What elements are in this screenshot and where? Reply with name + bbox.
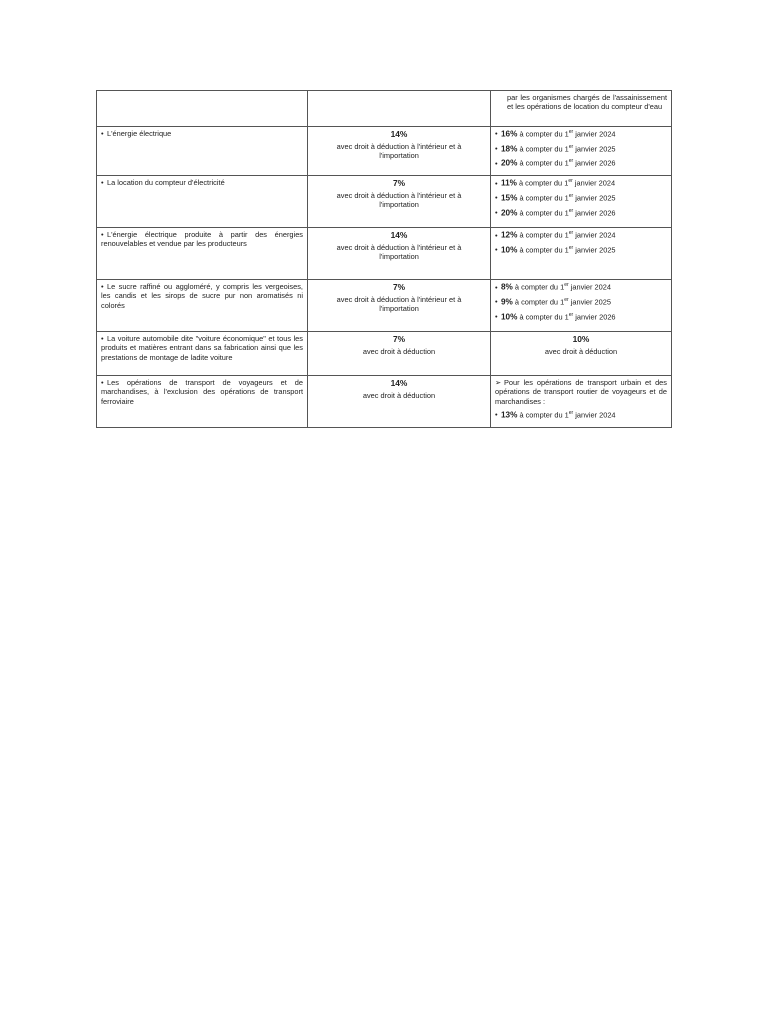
schedule-cell xyxy=(491,376,672,427)
current-rate: 14% xyxy=(390,129,408,139)
bullet-icon: • xyxy=(495,208,498,218)
current-rate: 7% xyxy=(392,282,406,293)
scheduled-rate: 11% xyxy=(501,178,517,188)
ordinal-suffix: er xyxy=(568,178,573,185)
schedule-text: à compter du 1 xyxy=(519,312,569,322)
scheduled-rate: 10% xyxy=(501,312,518,322)
schedule-text: à compter du 1 xyxy=(514,297,565,307)
schedule-cell xyxy=(491,176,672,228)
rate-schedule-list xyxy=(495,178,667,218)
rate-schedule-list xyxy=(495,230,667,255)
schedule-date: janvier 2024 xyxy=(575,230,616,240)
rate-cell xyxy=(308,280,491,332)
bullet-icon: • xyxy=(495,193,498,203)
list-item xyxy=(495,208,667,219)
schedule-text: à compter du 1 xyxy=(519,178,569,188)
current-rate: 7% xyxy=(392,178,406,189)
continued-text: par les organismes chargés de l'assainissement et les opérations de location du compteur d'eau xyxy=(507,93,667,112)
bullet-icon: • xyxy=(101,178,104,188)
list-item xyxy=(495,312,667,323)
schedule-text: à compter du 1 xyxy=(519,193,569,203)
list-item xyxy=(495,245,667,256)
schedule-date: janvier 2024 xyxy=(575,129,616,139)
schedule-date: janvier 2025 xyxy=(575,245,616,255)
table-row xyxy=(97,332,672,376)
product-label: La location du compteur d'électricité xyxy=(107,178,225,188)
schedule-date: janvier 2025 xyxy=(575,144,616,154)
ordinal-suffix: er xyxy=(564,296,569,303)
schedule-date: janvier 2026 xyxy=(575,312,616,322)
ordinal-suffix: er xyxy=(568,143,574,150)
rate-cell xyxy=(308,332,491,376)
table-row xyxy=(97,376,672,427)
schedule-text: à compter du 1 xyxy=(519,208,569,218)
bullet-icon: • xyxy=(495,245,498,255)
table-row xyxy=(97,91,672,127)
product-label: L'énergie électrique xyxy=(107,129,172,138)
transport-note-text: Pour les opérations de transport urbain et des opérations de transport routier de voyageurs et de marchandises : xyxy=(495,378,667,406)
schedule-cell xyxy=(491,91,672,127)
list-item xyxy=(495,144,667,155)
product-cell xyxy=(97,280,308,332)
product-cell xyxy=(97,376,308,427)
scheduled-rate: 20% xyxy=(501,208,518,218)
scheduled-rate: 9% xyxy=(501,297,513,307)
schedule-text: à compter du 1 xyxy=(514,282,565,292)
scheduled-rate: 12% xyxy=(501,230,518,240)
schedule-cell xyxy=(491,332,672,376)
product-cell xyxy=(97,228,308,280)
ordinal-suffix: er xyxy=(568,409,574,416)
current-rate: 14% xyxy=(390,378,408,389)
product-cell xyxy=(97,91,308,127)
bullet-icon: • xyxy=(495,230,498,240)
bullet-icon: • xyxy=(101,334,104,344)
rate-condition: avec droit à déduction xyxy=(362,346,436,356)
schedule-text: à compter du 1 xyxy=(519,245,569,255)
bullet-icon: • xyxy=(495,158,498,168)
schedule-date: janvier 2025 xyxy=(575,193,616,203)
list-item xyxy=(495,193,667,204)
rate-condition: avec droit à déduction à l'intérieur et à l'importation xyxy=(336,294,462,313)
bullet-icon: • xyxy=(101,282,104,292)
ordinal-suffix: er xyxy=(568,230,574,237)
bullet-icon: • xyxy=(101,378,104,388)
bullet-icon: • xyxy=(495,178,498,188)
schedule-text: à compter du 1 xyxy=(519,230,569,240)
schedule-date: janvier 2024 xyxy=(574,178,616,188)
current-rate: 14% xyxy=(390,230,408,241)
rate-cell xyxy=(308,228,491,280)
schedule-text: à compter du 1 xyxy=(519,144,569,154)
list-item xyxy=(495,297,667,308)
current-rate: 7% xyxy=(392,334,406,345)
list-item xyxy=(495,410,667,421)
ordinal-suffix: er xyxy=(568,311,574,318)
scheduled-rate: 15% xyxy=(501,193,518,203)
product-label: Le sucre raffiné ou aggloméré, y compris les vergeoises, les candis et les sirops de sucre pur non aromatisés ni colorés xyxy=(101,282,303,310)
product-label: L'énergie électrique produite à partir des énergies renouvelables et vendue par les producteurs xyxy=(101,230,303,249)
scheduled-rate: 8% xyxy=(501,282,513,292)
rate-schedule-list xyxy=(495,282,667,322)
table-row xyxy=(97,127,672,176)
rate-cell xyxy=(308,376,491,427)
rate-schedule-list xyxy=(495,410,667,421)
ordinal-suffix: er xyxy=(568,192,574,199)
schedule-text: à compter du 1 xyxy=(519,410,569,420)
schedule-text: à compter du 1 xyxy=(519,129,569,139)
scheduled-rate: 13% xyxy=(501,410,518,420)
schedule-date: janvier 2024 xyxy=(575,410,616,420)
new-rate-condition: avec droit à déduction xyxy=(544,346,618,356)
schedule-text: à compter du 1 xyxy=(519,158,569,168)
schedule-date: janvier 2026 xyxy=(575,208,616,218)
table-row xyxy=(97,228,672,280)
bullet-icon: • xyxy=(495,129,498,139)
table-row xyxy=(97,280,672,332)
rate-cell xyxy=(308,176,491,228)
scheduled-rate: 20% xyxy=(501,158,518,168)
arrow-bullet-icon: ➢ xyxy=(495,378,502,388)
table-row xyxy=(97,176,672,228)
schedule-cell xyxy=(491,280,672,332)
list-item xyxy=(495,230,667,241)
rate-condition: avec droit à déduction xyxy=(362,390,436,400)
list-item xyxy=(495,178,667,189)
rate-condition: avec droit à déduction à l'intérieur et à l'importation xyxy=(336,242,462,261)
bullet-icon: • xyxy=(495,312,498,322)
bullet-icon: • xyxy=(101,129,104,138)
bullet-icon: • xyxy=(495,297,498,307)
rate-condition: avec droit à déduction à l'intérieur et à l'importation xyxy=(336,190,462,209)
product-cell xyxy=(97,127,308,176)
rate-schedule-list xyxy=(495,129,667,169)
scheduled-rate: 10% xyxy=(501,245,518,255)
schedule-date: janvier 2024 xyxy=(570,282,612,292)
ordinal-suffix: er xyxy=(568,129,574,135)
bullet-icon: • xyxy=(495,282,498,292)
bullet-icon: • xyxy=(495,144,498,154)
transport-note xyxy=(495,378,667,406)
bullet-icon: • xyxy=(101,230,104,240)
new-rate: 10% xyxy=(572,334,590,345)
schedule-cell xyxy=(491,127,672,176)
bullet-icon: • xyxy=(495,410,498,420)
ordinal-suffix: er xyxy=(568,158,574,165)
scheduled-rate: 18% xyxy=(501,144,518,154)
rate-cell xyxy=(308,91,491,127)
ordinal-suffix: er xyxy=(568,244,574,251)
product-cell xyxy=(97,176,308,228)
list-item xyxy=(495,129,667,140)
rate-condition: avec droit à déduction à l'intérieur et à l'importation xyxy=(336,141,462,160)
schedule-cell xyxy=(491,228,672,280)
product-label: La voiture automobile dite "voiture économique" et tous les produits et matières entrant dans sa fabrication ainsi que les prestations de montage de ladite voiture xyxy=(101,334,303,362)
rate-cell xyxy=(308,127,491,176)
product-label: Les opérations de transport de voyageurs et de marchandises, à l'exclusion des opérations de transport ferroviaire xyxy=(101,378,303,406)
list-item xyxy=(495,158,667,169)
schedule-date: janvier 2025 xyxy=(570,297,612,307)
product-cell xyxy=(97,332,308,376)
schedule-date: janvier 2026 xyxy=(575,158,616,168)
ordinal-suffix: er xyxy=(568,207,574,214)
vat-rates-table xyxy=(96,90,672,428)
scheduled-rate: 16% xyxy=(501,129,518,139)
list-item xyxy=(495,282,667,293)
ordinal-suffix: er xyxy=(564,282,569,289)
